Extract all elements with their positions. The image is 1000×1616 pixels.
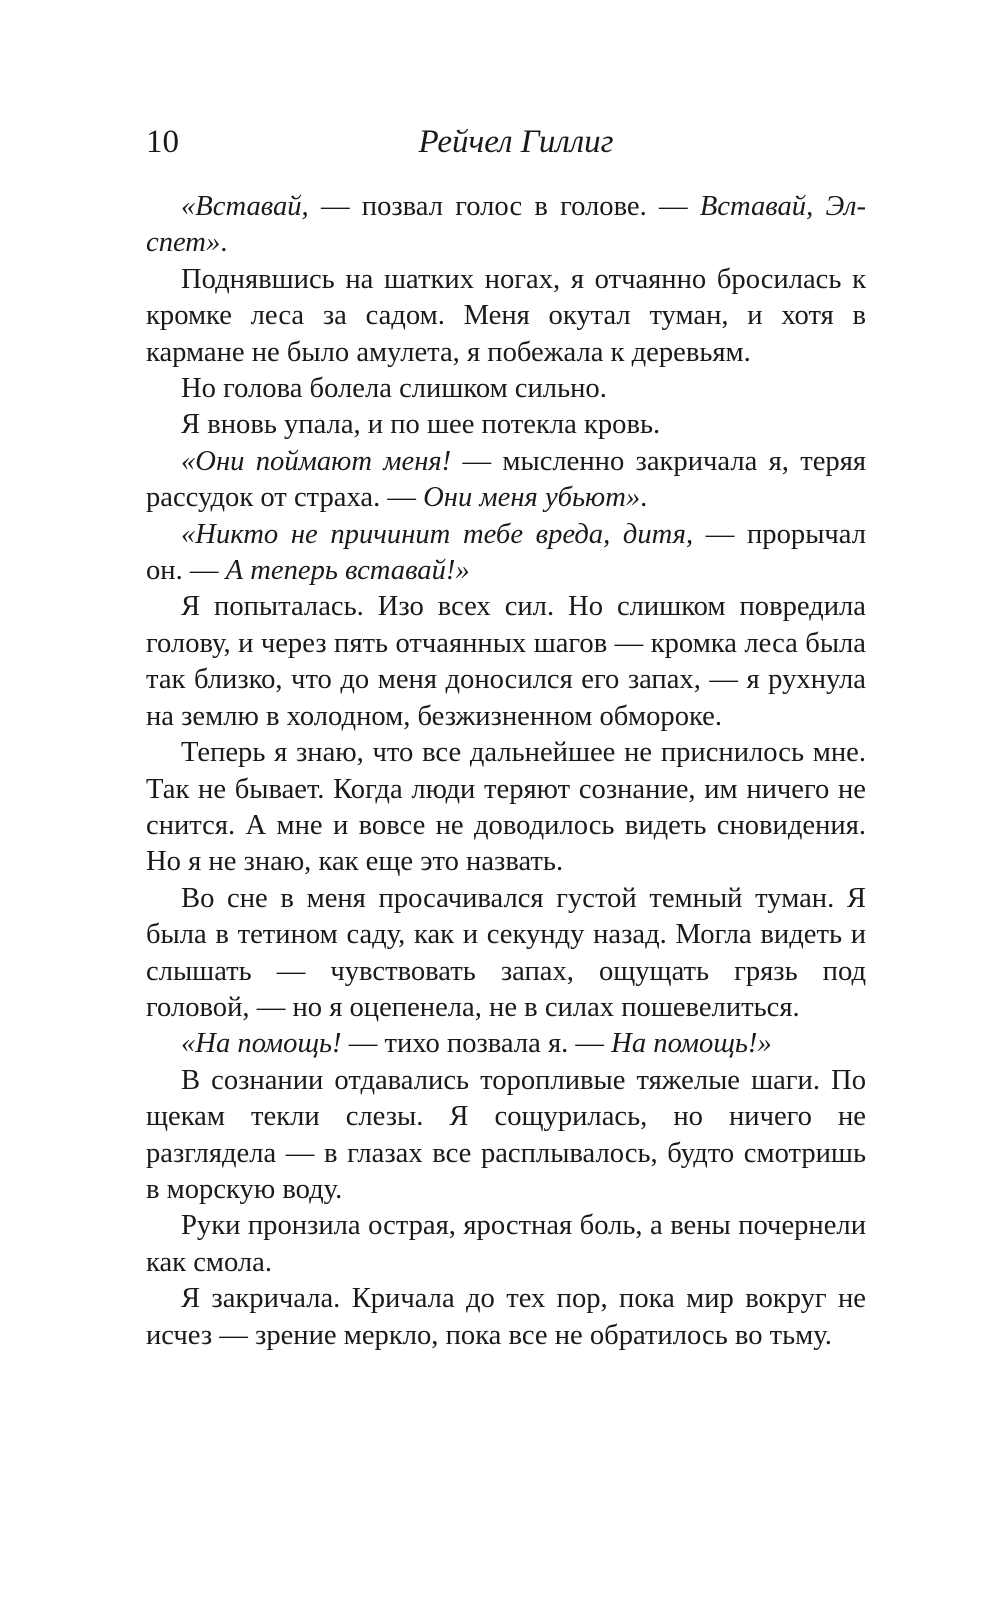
text-run: — тихо позвала я. — xyxy=(341,1028,612,1060)
paragraph xyxy=(146,735,866,881)
text-run: . xyxy=(640,482,648,514)
italic-text: Они меня убьют» xyxy=(423,482,641,514)
paragraph xyxy=(146,1281,866,1354)
text-run: Я попыталась. Изо всех сил. Но слишком повредила голову, и через пять отчаянных шагов — кромка леса была так близко, что до меня доносился его запах, — я рухнула на землю в холодном, безжизненном обмороке. xyxy=(146,591,866,732)
paragraph xyxy=(146,1026,866,1062)
text-run: Я вновь упала, и по шее потекла кровь. xyxy=(181,409,661,441)
paragraph xyxy=(146,371,866,407)
text-run: Но голова болела слишком сильно. xyxy=(181,373,607,405)
body-text xyxy=(146,189,866,1354)
text-run: — позвал голос в голове. — xyxy=(308,191,700,222)
text-run: Руки пронзила острая, яростная боль, а вены почернели как смола. xyxy=(146,1210,866,1278)
italic-text: «Они поймают меня! xyxy=(181,445,452,477)
text-run: — мысленно закричала я, теряя рассудок от страха. — xyxy=(146,445,866,514)
paragraph xyxy=(146,1063,866,1209)
paragraph xyxy=(146,881,866,1027)
italic-text: «На помощь! xyxy=(181,1028,342,1060)
text-run: . xyxy=(220,227,228,259)
running-head xyxy=(146,124,866,168)
text-run: Я закричала. Кричала до тех пор, пока мир вокруг не исчез — зрение меркло, пока все не обратилось во тьму. xyxy=(146,1283,866,1351)
text-run: Во сне в меня просачивался густой темный туман. Я была в тетином саду, как и секунду назад. Могла видеть и слышать — чувствовать запах, ощущать грязь под головой, — но я оцепенела, не в силах пошевелиться. xyxy=(146,882,866,1023)
text-run: Теперь я знаю, что все дальнейшее не приснилось мне. Так не бывает. Когда люди теряют сознание, им ничего не снится. А мне и вовсе не доводилось видеть сновидения. Но я не знаю, как еще это назвать. xyxy=(146,737,866,878)
paragraph xyxy=(146,1208,866,1281)
page-number: 10 xyxy=(146,124,179,160)
paragraph xyxy=(146,589,866,735)
text-run: — прорычал он. — xyxy=(146,518,866,587)
italic-text: «Вставай, xyxy=(181,191,309,222)
italic-text: А теперь вставай!» xyxy=(225,555,470,587)
italic-text: На помощь!» xyxy=(611,1028,772,1060)
running-title: Рейчел Гиллиг xyxy=(418,124,614,160)
paragraph xyxy=(146,517,866,590)
italic-text: «Никто не причинит тебе вреда, дитя, xyxy=(181,518,694,550)
paragraph xyxy=(146,262,866,371)
paragraph xyxy=(146,444,866,517)
text-run: В сознании отдавались торопливые тяжелые шаги. По щекам текли слезы. Я сощурилась, но ничего не разглядела — в глазах все расплывалось, будто смотришь в морскую воду. xyxy=(146,1064,866,1205)
italic-text: Вставай, Элспет» xyxy=(146,191,866,259)
paragraph xyxy=(146,407,866,443)
paragraph xyxy=(146,189,866,262)
text-run: Поднявшись на шатких ногах, я отчаянно бросилась к кромке леса за садом. Меня окутал туман, и хотя в кармане не было амулета, я побежала к деревьям. xyxy=(146,263,866,368)
